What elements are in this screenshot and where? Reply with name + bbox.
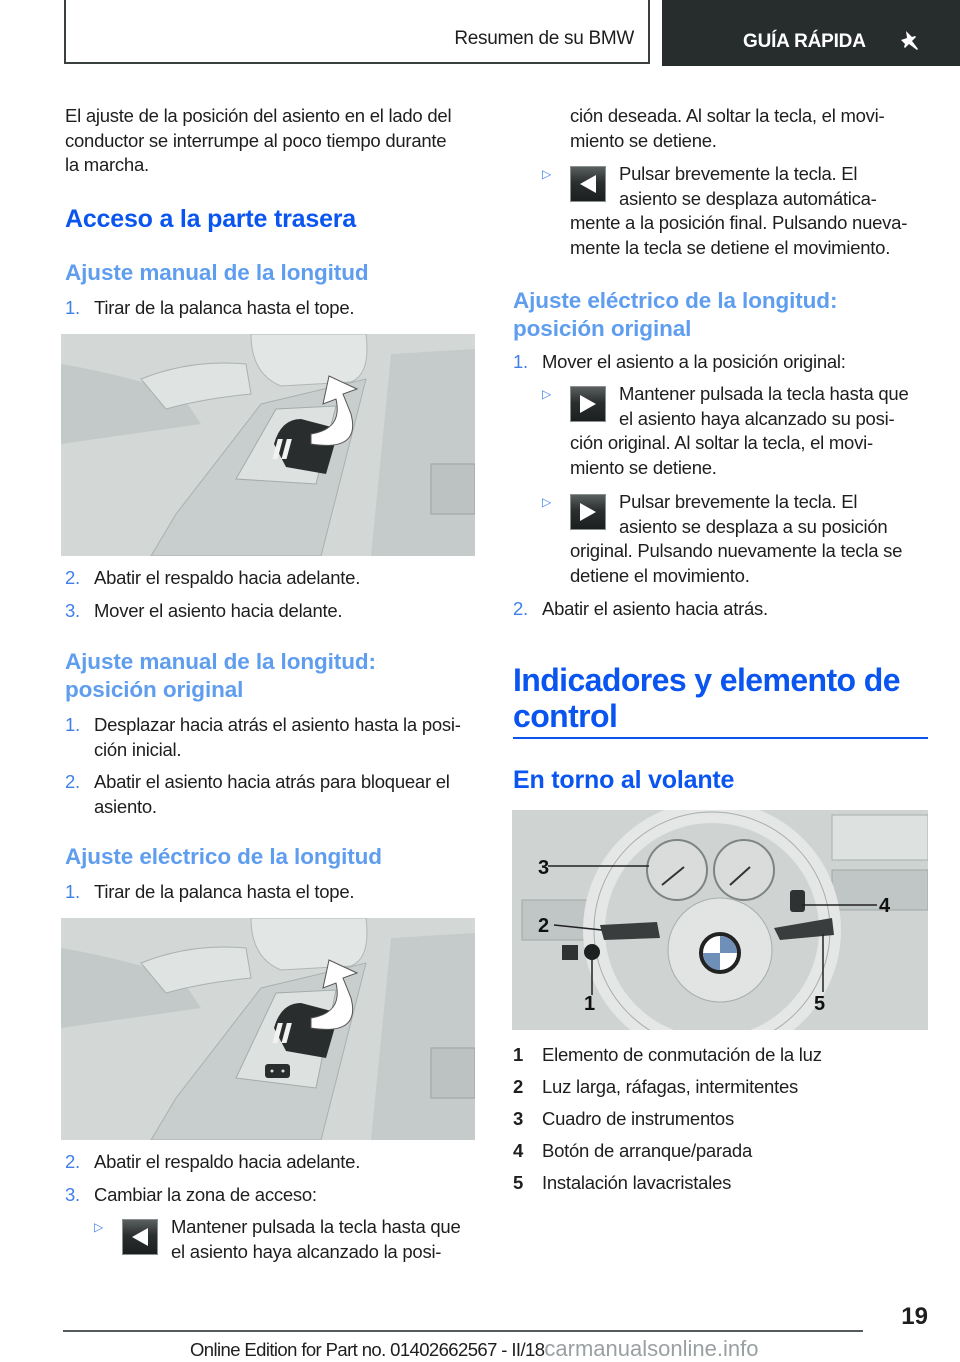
bullet-text: miento se detiene. <box>570 456 717 478</box>
bullet-text: el asiento haya alcanzado su posi- <box>619 407 895 429</box>
bullet-text: asiento se desplaza a su posición <box>619 515 888 537</box>
step-text: Cambiar la zona de acceso: <box>94 1184 317 1205</box>
subheading-line: Ajuste eléctrico de la longitud: <box>513 288 838 313</box>
bullet-triangle-icon: ▷ <box>542 167 551 181</box>
step-item <box>65 566 485 591</box>
arrow-right-key-icon <box>570 494 606 530</box>
step-text: asiento. <box>94 795 157 817</box>
chapter-heading-line: Indicadores y elemento de <box>513 662 900 698</box>
step-item <box>65 296 485 321</box>
legend-item <box>513 1075 933 1099</box>
intro-paragraph <box>65 104 485 178</box>
bullet-text: Pulsar brevemente la tecla. El <box>619 163 858 184</box>
bullet-text: miento se detiene. <box>570 129 717 151</box>
legend-text: Instalación lavacristales <box>542 1172 732 1193</box>
section-heading-steering: En torno al volante <box>513 766 735 794</box>
footer-rule <box>63 1330 863 1332</box>
step-text: Mover el asiento hacia delante. <box>94 600 343 621</box>
step-item <box>513 597 933 622</box>
step-text: Abatir el asiento hacia atrás. <box>542 598 768 619</box>
legend-number: 3 <box>513 1108 524 1129</box>
step-number: 3. <box>65 1184 80 1205</box>
step-item <box>65 1150 485 1175</box>
step-number: 2. <box>65 1151 80 1172</box>
bullet-triangle-icon: ▷ <box>542 495 551 509</box>
bullet-text: Mantener pulsada la tecla hasta que <box>619 383 909 404</box>
subheading-manual-original <box>65 648 376 704</box>
legend-number: 1 <box>513 1044 524 1065</box>
step-text: Tirar de la palanca hasta el tope. <box>94 297 355 318</box>
step-number: 2. <box>513 598 528 619</box>
legend-number: 4 <box>513 1140 524 1161</box>
step-number: 3. <box>65 600 80 621</box>
step-text: Desplazar hacia atrás el asiento hasta la posi- <box>94 714 461 735</box>
step-number: 1. <box>65 297 80 318</box>
step-text: Abatir el respaldo hacia adelante. <box>94 1151 361 1172</box>
pushpin-icon <box>898 28 922 52</box>
intro-line: El ajuste de la posición del asiento en el lado del <box>65 105 452 126</box>
subheading-line: posición original <box>65 677 244 702</box>
step-text: Mover el asiento a la posición original: <box>542 351 846 372</box>
bullet-text: detiene el movimiento. <box>570 564 750 586</box>
footer-edition <box>190 1336 758 1362</box>
bullet-text: Mantener pulsada la tecla hasta que <box>171 1216 461 1237</box>
section-heading-rear-access: Acceso a la parte trasera <box>65 205 357 233</box>
legend-text: Luz larga, ráfagas, intermitentes <box>542 1076 799 1097</box>
bullet-text: ción deseada. Al soltar la tecla, el movi- <box>570 105 885 126</box>
step-number: 2. <box>65 567 80 588</box>
bullet-text: Pulsar brevemente la tecla. El <box>619 491 858 512</box>
step-number: 1. <box>65 881 80 902</box>
subheading-electric-length: Ajuste eléctrico de la longitud <box>65 844 382 869</box>
legend-text: Cuadro de instrumentos <box>542 1108 734 1129</box>
step-item <box>65 1183 485 1208</box>
chapter-heading <box>513 662 900 734</box>
intro-line: conductor se interrumpe al poco tiempo durante <box>65 129 447 151</box>
bullet-text: original. Pulsando nuevamente la tecla se <box>570 540 903 561</box>
arrow-left-key-icon <box>570 166 606 202</box>
callout-2: 2 <box>538 915 550 937</box>
bullet-text: el asiento haya alcanzado la posi- <box>171 1240 442 1262</box>
step-number: 1. <box>65 714 80 735</box>
step-item <box>513 350 933 375</box>
bullet-text: mente a la posición final. Pulsando nueva- <box>570 212 908 233</box>
bullet-continuation <box>570 104 940 153</box>
arrow-right-key-icon <box>570 386 606 422</box>
step-item <box>65 599 485 624</box>
steering-wheel-illustration <box>512 810 928 1030</box>
step-number: 2. <box>65 771 80 792</box>
legend-item <box>513 1171 933 1195</box>
legend-number: 5 <box>513 1172 524 1193</box>
step-text: Abatir el asiento hacia atrás para bloquear el <box>94 771 450 792</box>
seat-lever-with-button-illustration <box>61 918 475 1140</box>
arrow-left-key-icon <box>122 1219 158 1255</box>
bullet-item <box>542 490 942 588</box>
subheading-manual-length: Ajuste manual de la longitud <box>65 260 369 285</box>
seat-lever-illustration <box>61 334 475 556</box>
bullet-text: ción original. Al soltar la tecla, el movi- <box>570 432 873 453</box>
bullet-item <box>542 382 942 480</box>
header-section-frame <box>64 0 650 64</box>
footer-watermark-link[interactable]: carmanualsonline.info <box>544 1336 759 1361</box>
callout-5: 5 <box>814 993 826 1015</box>
seat-lever-button-figure <box>61 918 475 1140</box>
bullet-triangle-icon: ▷ <box>94 1220 103 1234</box>
callout-1: 1 <box>584 993 596 1015</box>
legend-item <box>513 1139 933 1163</box>
bullet-item <box>94 1215 494 1264</box>
step-number: 1. <box>513 351 528 372</box>
callout-3: 3 <box>538 857 550 879</box>
legend-item <box>513 1107 933 1131</box>
bullet-text: asiento se desplaza automática- <box>619 187 877 209</box>
header-chapter-label: GUÍA RÁPIDA <box>743 31 866 52</box>
step-text: Tirar de la palanca hasta el tope. <box>94 881 355 902</box>
subheading-line: posición original <box>513 316 692 341</box>
step-item <box>65 770 485 819</box>
chapter-divider <box>513 737 928 739</box>
bullet-text: mente la tecla se detiene el movimiento. <box>570 236 891 258</box>
steering-wheel-figure <box>512 810 928 1030</box>
legend-item <box>513 1043 933 1067</box>
page-number: 19 <box>901 1303 928 1330</box>
seat-lever-figure <box>61 334 475 556</box>
step-text: ción inicial. <box>94 738 182 760</box>
bullet-triangle-icon: ▷ <box>542 387 551 401</box>
intro-line: la marcha. <box>65 154 149 175</box>
footer-edition-text: Online Edition for Part no. 01402662567 - II/18 <box>190 1339 545 1360</box>
step-item <box>65 880 485 905</box>
chapter-heading-line: control <box>513 698 618 734</box>
step-item <box>65 713 485 762</box>
bullet-item <box>542 162 942 260</box>
legend-number: 2 <box>513 1076 524 1097</box>
header-section-title: Resumen de su BMW <box>454 28 634 49</box>
legend-text: Botón de arranque/parada <box>542 1140 753 1161</box>
subheading-electric-original <box>513 287 837 343</box>
header-chapter-tab[interactable] <box>662 0 960 66</box>
subheading-line: Ajuste manual de la longitud: <box>65 649 376 674</box>
callout-4: 4 <box>879 895 891 917</box>
step-text: Abatir el respaldo hacia adelante. <box>94 567 361 588</box>
legend-text: Elemento de conmutación de la luz <box>542 1044 822 1065</box>
